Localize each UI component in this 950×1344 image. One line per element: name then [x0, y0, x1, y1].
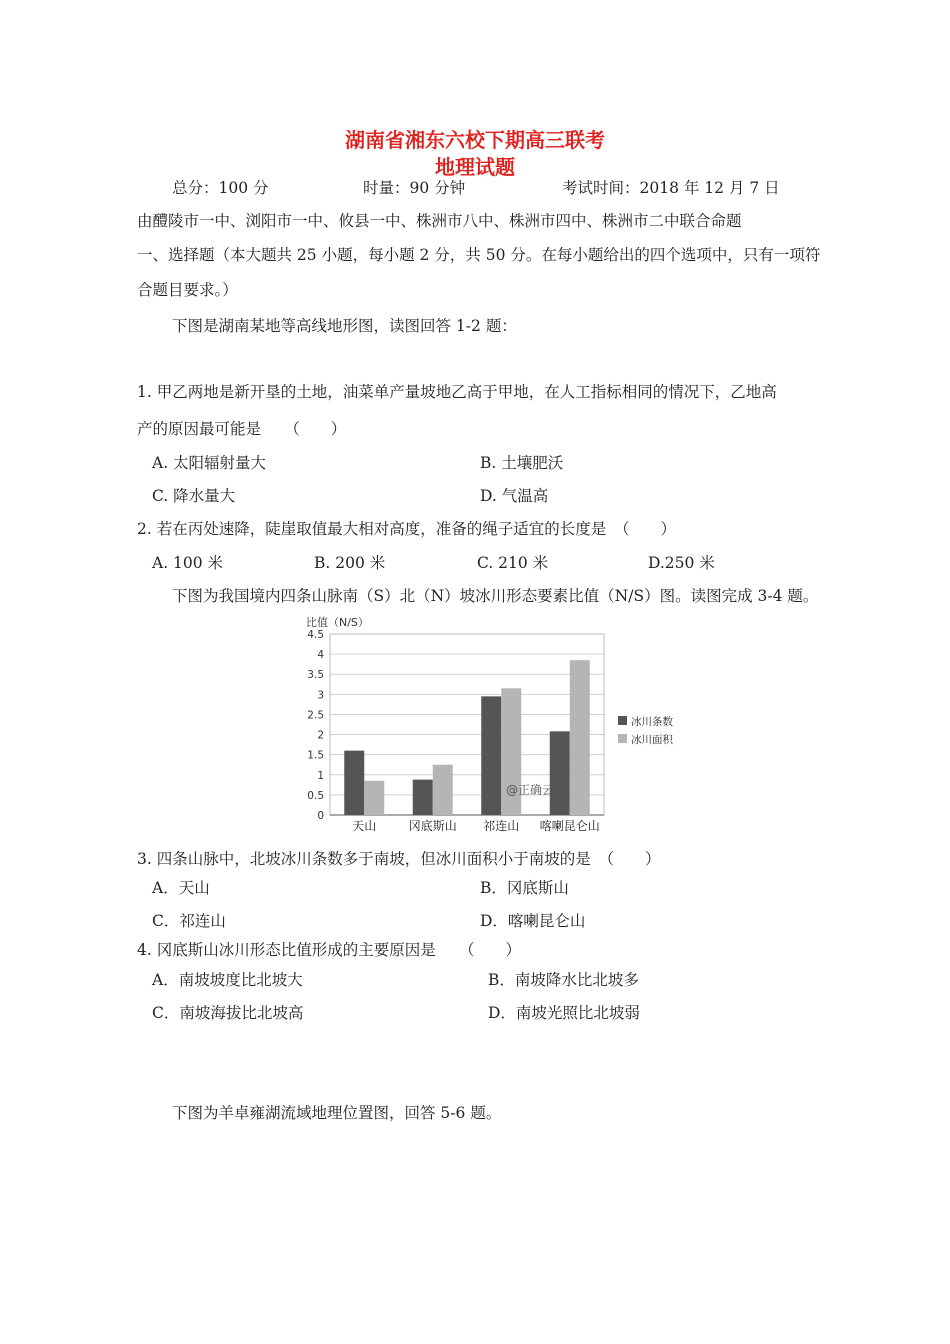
q2-option-a[interactable]: A. 100 米 — [152, 554, 224, 572]
q1-stem-line1: 1. 甲乙两地是新开垦的土地，油菜单产量坡地乙高于甲地，在人工指标相同的情况下，乙地高 — [137, 383, 777, 401]
q3-option-d[interactable]: D．喀喇昆仑山 — [480, 912, 586, 930]
legend-swatch — [618, 734, 627, 743]
bar-glacier-area — [570, 660, 590, 815]
q4-option-c[interactable]: C．南坡海拔比北坡高 — [152, 1004, 304, 1022]
glacier-ratio-chart — [300, 612, 690, 837]
y-tick-label: 0 — [317, 810, 324, 822]
bar-glacier-count — [481, 696, 501, 815]
legend-label: 冰川条数 — [631, 716, 673, 728]
q1-stem-line2: 产的原因最可能是 （ ） — [137, 420, 347, 438]
exam-title: 湖南省湘东六校下期高三联考 — [345, 128, 605, 152]
y-tick-label: 0.5 — [307, 789, 324, 802]
q1-option-a[interactable]: A. 太阳辐射量大 — [152, 454, 267, 472]
q3-option-b[interactable]: B．冈底斯山 — [480, 879, 569, 897]
schools-line: 由醴陵市一中、浏阳市一中、攸县一中、株洲市八中、株洲市四中、株洲市二中联合命题 — [137, 212, 742, 230]
bar-glacier-count — [413, 780, 433, 815]
q2-option-c[interactable]: C. 210 米 — [477, 554, 549, 572]
exam-date: 考试时间：2018 年 12 月 7 日 — [562, 179, 780, 197]
y-axis-label: 比值（N/S） — [306, 616, 369, 629]
q4-option-b[interactable]: B．南坡降水比北坡多 — [488, 971, 639, 989]
q2-option-d[interactable]: D.250 米 — [648, 554, 715, 572]
y-tick-label: 4 — [317, 649, 324, 662]
x-tick-label: 祁连山 — [483, 819, 520, 833]
y-tick-label: 3.5 — [307, 669, 324, 682]
q2-stem: 2. 若在丙处速降，陡崖取值最大相对高度，准备的绳子适宜的长度是 （ ） — [137, 520, 676, 538]
y-tick-label: 3 — [317, 689, 324, 702]
x-tick-label: 天山 — [352, 819, 377, 833]
q3-option-c[interactable]: C．祁连山 — [152, 912, 226, 930]
exam-subtitle: 地理试题 — [435, 155, 515, 179]
bar-glacier-area — [364, 781, 384, 815]
q4-option-d[interactable]: D．南坡光照比北坡弱 — [488, 1004, 640, 1022]
x-tick-label: 喀喇昆仑山 — [539, 819, 600, 833]
intro-q5-6: 下图为羊卓雍湖流域地理位置图，回答 5-6 题。 — [172, 1104, 502, 1122]
q4-stem: 4. 冈底斯山冰川形态比值形成的主要原因是 （ ） — [137, 941, 521, 959]
section-heading-line1: 一、选择题（本大题共 25 小题，每小题 2 分，共 50 分。在每小题给出的四个选项中，只有一项符 — [137, 246, 821, 264]
bar-glacier-count — [550, 731, 570, 815]
q3-stem: 3. 四条山脉中，北坡冰川条数多于南坡，但冰川面积小于南坡的是 （ ） — [137, 850, 661, 868]
section-heading-line2: 合题目要求。） — [137, 281, 238, 299]
legend-swatch — [618, 716, 627, 725]
y-tick-label: 2.5 — [307, 709, 324, 722]
y-tick-label: 1.5 — [307, 749, 324, 762]
q1-option-b[interactable]: B. 土壤肥沃 — [480, 454, 564, 472]
bar-glacier-count — [344, 751, 364, 815]
q4-option-a[interactable]: A．南坡坡度比北坡大 — [152, 971, 303, 989]
intro-q3-4: 下图为我国境内四条山脉南（S）北（N）坡冰川形态要素比值（N/S）图。读图完成 3-4 题。 — [172, 587, 819, 605]
y-tick-label: 1 — [317, 769, 324, 782]
q1-option-d[interactable]: D. 气温高 — [480, 487, 549, 505]
exam-duration: 时量：90 分钟 — [363, 179, 466, 197]
q3-option-a[interactable]: A．天山 — [152, 879, 210, 897]
legend-label: 冰川面积 — [631, 734, 673, 746]
x-tick-label: 冈底斯山 — [408, 819, 457, 833]
q2-option-b[interactable]: B. 200 米 — [314, 554, 386, 572]
y-tick-label: 4.5 — [307, 629, 324, 641]
q1-option-c[interactable]: C. 降水量大 — [152, 487, 236, 505]
bar-glacier-area — [433, 765, 453, 815]
intro-q1-2: 下图是湖南某地等高线地形图，读图回答 1-2 题： — [172, 317, 517, 335]
watermark-text: @正确云 — [506, 783, 555, 797]
total-score: 总分：100 分 — [172, 179, 269, 197]
y-tick-label: 2 — [317, 729, 324, 742]
